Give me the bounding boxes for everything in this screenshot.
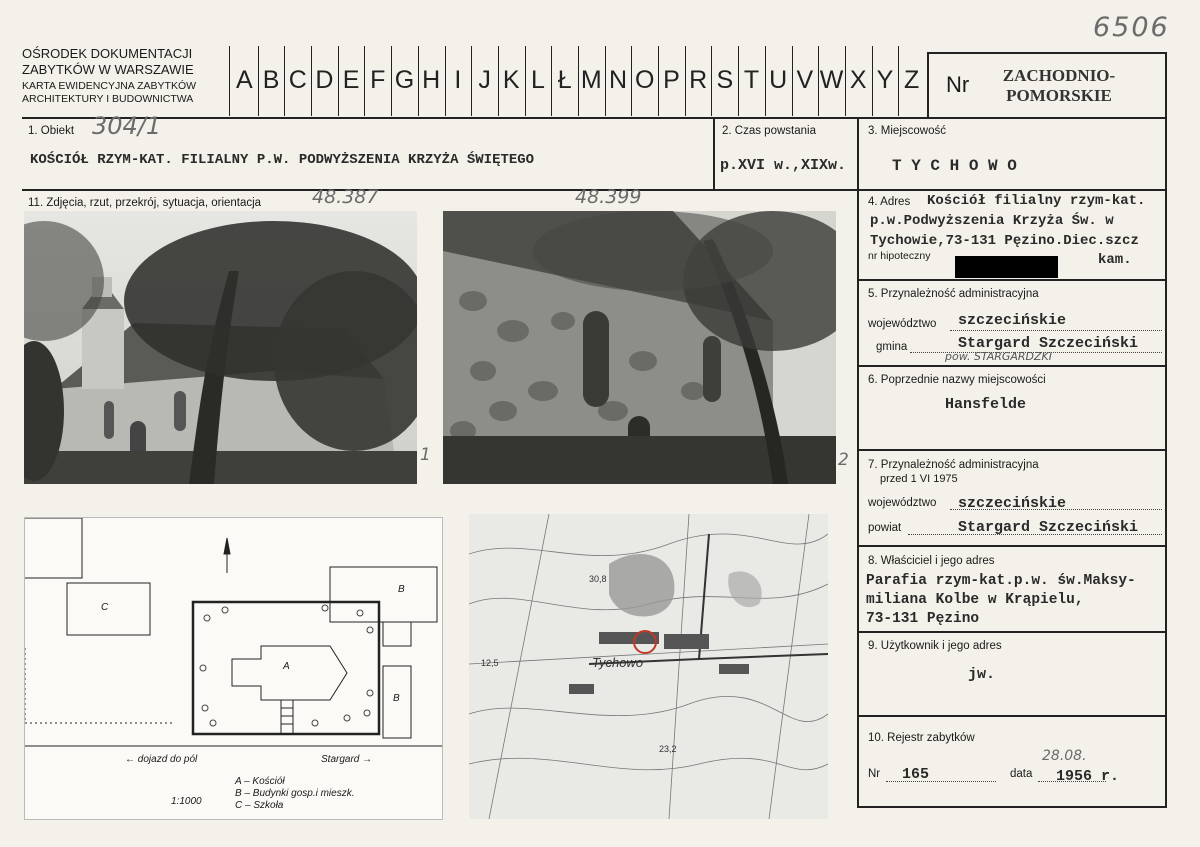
region-line2: POMORSKIE (1006, 86, 1112, 105)
obiekt-value: KOŚCIÓŁ RZYM-KAT. FILIALNY P.W. PODWYŻSZENIA KRZYŻA ŚWIĘTEGO (30, 152, 535, 168)
location-map-drawing (469, 514, 828, 819)
letter-separator (551, 46, 552, 116)
letter-i: I (454, 66, 462, 94)
addr-divider (857, 279, 1167, 281)
letter-s: S (716, 66, 734, 94)
institution-line2: ZABYTKÓW W WARSZAWIE (22, 62, 194, 77)
nr-box-top (927, 52, 1167, 54)
photo-church-wall (443, 211, 836, 484)
letter-separator (658, 46, 659, 116)
sec9-divider (857, 715, 1167, 717)
letter-separator (364, 46, 365, 116)
region-line1: ZACHODNIO- (1002, 66, 1116, 85)
adres-label: 4. Adres (868, 196, 911, 208)
letter-separator (391, 46, 392, 116)
letter-p: P (663, 66, 680, 94)
letter-b: B (262, 66, 280, 94)
letter-m: M (580, 66, 602, 94)
letter-v: V (796, 66, 814, 94)
obiekt-label: 1. Obiekt (28, 125, 75, 137)
plan-legend-c: C – Szkoła (235, 800, 284, 811)
plan-legend-a: A – Kościół (235, 776, 285, 787)
letter-r: R (689, 66, 708, 94)
woj-dots (950, 330, 1162, 331)
nr-box-right (1165, 52, 1167, 118)
letter-separator (685, 46, 686, 116)
letter-separator (818, 46, 819, 116)
sec5-divider (857, 365, 1167, 367)
plan-road-right-text: Stargard (321, 754, 360, 765)
right-column-border (857, 117, 859, 807)
miejscowosc-label: 3. Miejscowość (868, 125, 946, 137)
map-spot-height-3: 23,2 (659, 744, 677, 754)
sec6-divider (857, 449, 1167, 451)
plan-road-left-text: dojazd do pól (137, 754, 198, 765)
institution-line4: ARCHITEKTURY I BUDOWNICTWA (22, 93, 194, 105)
letter-w: W (819, 66, 844, 94)
letter-separator (338, 46, 339, 116)
archive-number: 6506 (1093, 12, 1170, 43)
adres-line2: p.w.Podwyższenia Krzyża Św. w (870, 213, 1114, 229)
plan-building-c: C (101, 602, 109, 613)
photo2-ref: 48.399 (575, 186, 642, 208)
adres-line3: Tychowie,73-131 Pęzino.Diec.szcz (870, 233, 1139, 249)
letter-separator (898, 46, 899, 116)
letter-separator (872, 46, 873, 116)
poprzednie-label: 6. Poprzednie nazwy miejscowości (868, 374, 1046, 386)
rejestr-year-value: 1956 r. (1056, 768, 1120, 785)
sec7-divider (857, 545, 1167, 547)
photo1-ref: 48.387 (312, 186, 379, 208)
hipoteczny-label: nr hipoteczny (868, 250, 931, 262)
letter-separator (845, 46, 846, 116)
letter-c: C (288, 66, 307, 94)
letter-t: T (743, 66, 760, 94)
photo1-drawing (24, 211, 417, 484)
gmina-note: pow. STARGARDZKI (945, 350, 1053, 363)
plan-building-b2: B (393, 693, 400, 704)
right-outer-border (1165, 117, 1167, 807)
przynaleznosc-1975-label2: przed 1 VI 1975 (880, 473, 958, 485)
photo-church-exterior (24, 211, 417, 484)
site-plan-drawing (25, 518, 442, 819)
przynaleznosc-1975-label1: 7. Przynależność administracyjna (868, 459, 1039, 471)
letter-o: O (634, 66, 655, 94)
letter-n: N (609, 66, 628, 94)
wlasciciel-line1: Parafia rzym-kat.p.w. św.Maksy- (866, 573, 1136, 589)
letter-separator (765, 46, 766, 116)
letter-separator (578, 46, 579, 116)
letter-d: D (315, 66, 334, 94)
obiekt-note: 304/1 (92, 112, 162, 140)
row1-sep1 (713, 117, 715, 189)
rejestr-date-note: 28.08. (1042, 748, 1087, 764)
plan-road-left: ← dojazd do pól (125, 754, 198, 765)
location-map (469, 514, 828, 819)
adres-line4: kam. (1098, 252, 1132, 268)
rejestr-data-label: data (1010, 768, 1033, 780)
rejestr-nr-value: 165 (902, 766, 930, 783)
letter-l: L (531, 66, 545, 94)
letter-k: K (502, 66, 520, 94)
plan-legend-b: B – Budynki gosp.i mieszk. (235, 788, 355, 799)
powiat-value: Stargard Szczeciński (958, 519, 1139, 536)
miejscowosc-value: T Y C H O W O (892, 157, 1017, 175)
letter-separator (445, 46, 446, 116)
gmina-value: Stargard Szczeciński (958, 335, 1139, 352)
letter-separator (284, 46, 285, 116)
plan-building-a: A (283, 661, 290, 672)
bottom-right-line (857, 806, 1167, 808)
zdjecia-label: 11. Zdjęcia, rzut, przekrój, sytuacja, orientacja (28, 197, 262, 209)
woj-label: województwo (868, 318, 937, 330)
letter-h: H (422, 66, 441, 94)
nr-box-left (927, 52, 929, 118)
uzytkownik-value: jw. (968, 666, 996, 683)
photo2-drawing (443, 211, 836, 484)
gmina-label: gmina (876, 341, 908, 353)
uzytkownik-label: 9. Użytkownik i jego adres (868, 640, 1002, 652)
institution-line1: OŚRODEK DOKUMENTACJI (22, 46, 193, 61)
letter-a: A (236, 66, 253, 94)
woj-1975-value: szczecińskie (958, 495, 1067, 512)
letters-left-border (229, 46, 230, 116)
letter-separator (258, 46, 259, 116)
institution-line3: KARTA EWIDENCYJNA ZABYTKÓW (22, 80, 197, 92)
poprzednie-value: Hansfelde (945, 396, 1027, 413)
site-plan (24, 517, 443, 820)
letter-z: Z (904, 66, 920, 94)
plan-scale: 1:1000 (171, 796, 202, 807)
czas-value: p.XVI w.,XIXw. (720, 157, 847, 174)
region-stamp (994, 66, 1124, 106)
letter-separator (525, 46, 526, 116)
rejestr-label: 10. Rejestr zabytków (868, 732, 975, 744)
adres-line1: Kościół filialny rzym-kat. (927, 193, 1146, 209)
letter-g: G (394, 66, 415, 94)
letter-f: F (370, 66, 386, 94)
letter-u: U (769, 66, 788, 94)
map-town-label: Tychowo (592, 655, 644, 670)
redacted-hipoteczny (955, 256, 1058, 278)
letter-separator (498, 46, 499, 116)
przynaleznosc-label: 5. Przynależność administracyjna (868, 288, 1039, 300)
wlasciciel-line2: miliana Kolbe w Krąpielu, (866, 592, 1084, 608)
nr-label: Nr (946, 72, 970, 97)
letter-separator (605, 46, 606, 116)
map-spot-height-2: 12,5 (481, 658, 499, 668)
letter-separator (418, 46, 419, 116)
sec8-divider (857, 631, 1167, 633)
letter-y: Y (876, 66, 894, 94)
plan-building-b1: B (398, 584, 405, 595)
map-spot-height-1: 30,8 (589, 574, 607, 584)
woj-value: szczecińskie (958, 312, 1067, 329)
wlasciciel-line3: 73-131 Pęzino (866, 611, 980, 627)
powiat-label: powiat (868, 522, 902, 534)
letter-separator (711, 46, 712, 116)
letter-separator (471, 46, 472, 116)
header-divider (22, 117, 1167, 119)
czas-label: 2. Czas powstania (722, 125, 816, 137)
letter-separator (738, 46, 739, 116)
letter-separator (311, 46, 312, 116)
letter-ł: Ł (557, 66, 572, 94)
letter-separator (792, 46, 793, 116)
letter-j: J (478, 66, 491, 94)
wlasciciel-label: 8. Właściciel i jego adres (868, 555, 995, 567)
rejestr-nr-label: Nr (868, 768, 881, 780)
letter-separator (631, 46, 632, 116)
photo2-number: 2 (838, 450, 849, 470)
woj-1975-label: województwo (868, 497, 937, 509)
photo1-number: 1 (420, 445, 431, 465)
plan-road-right: Stargard → (321, 754, 373, 765)
letter-e: E (342, 66, 360, 94)
institution-header (22, 46, 222, 105)
letter-x: X (849, 66, 867, 94)
